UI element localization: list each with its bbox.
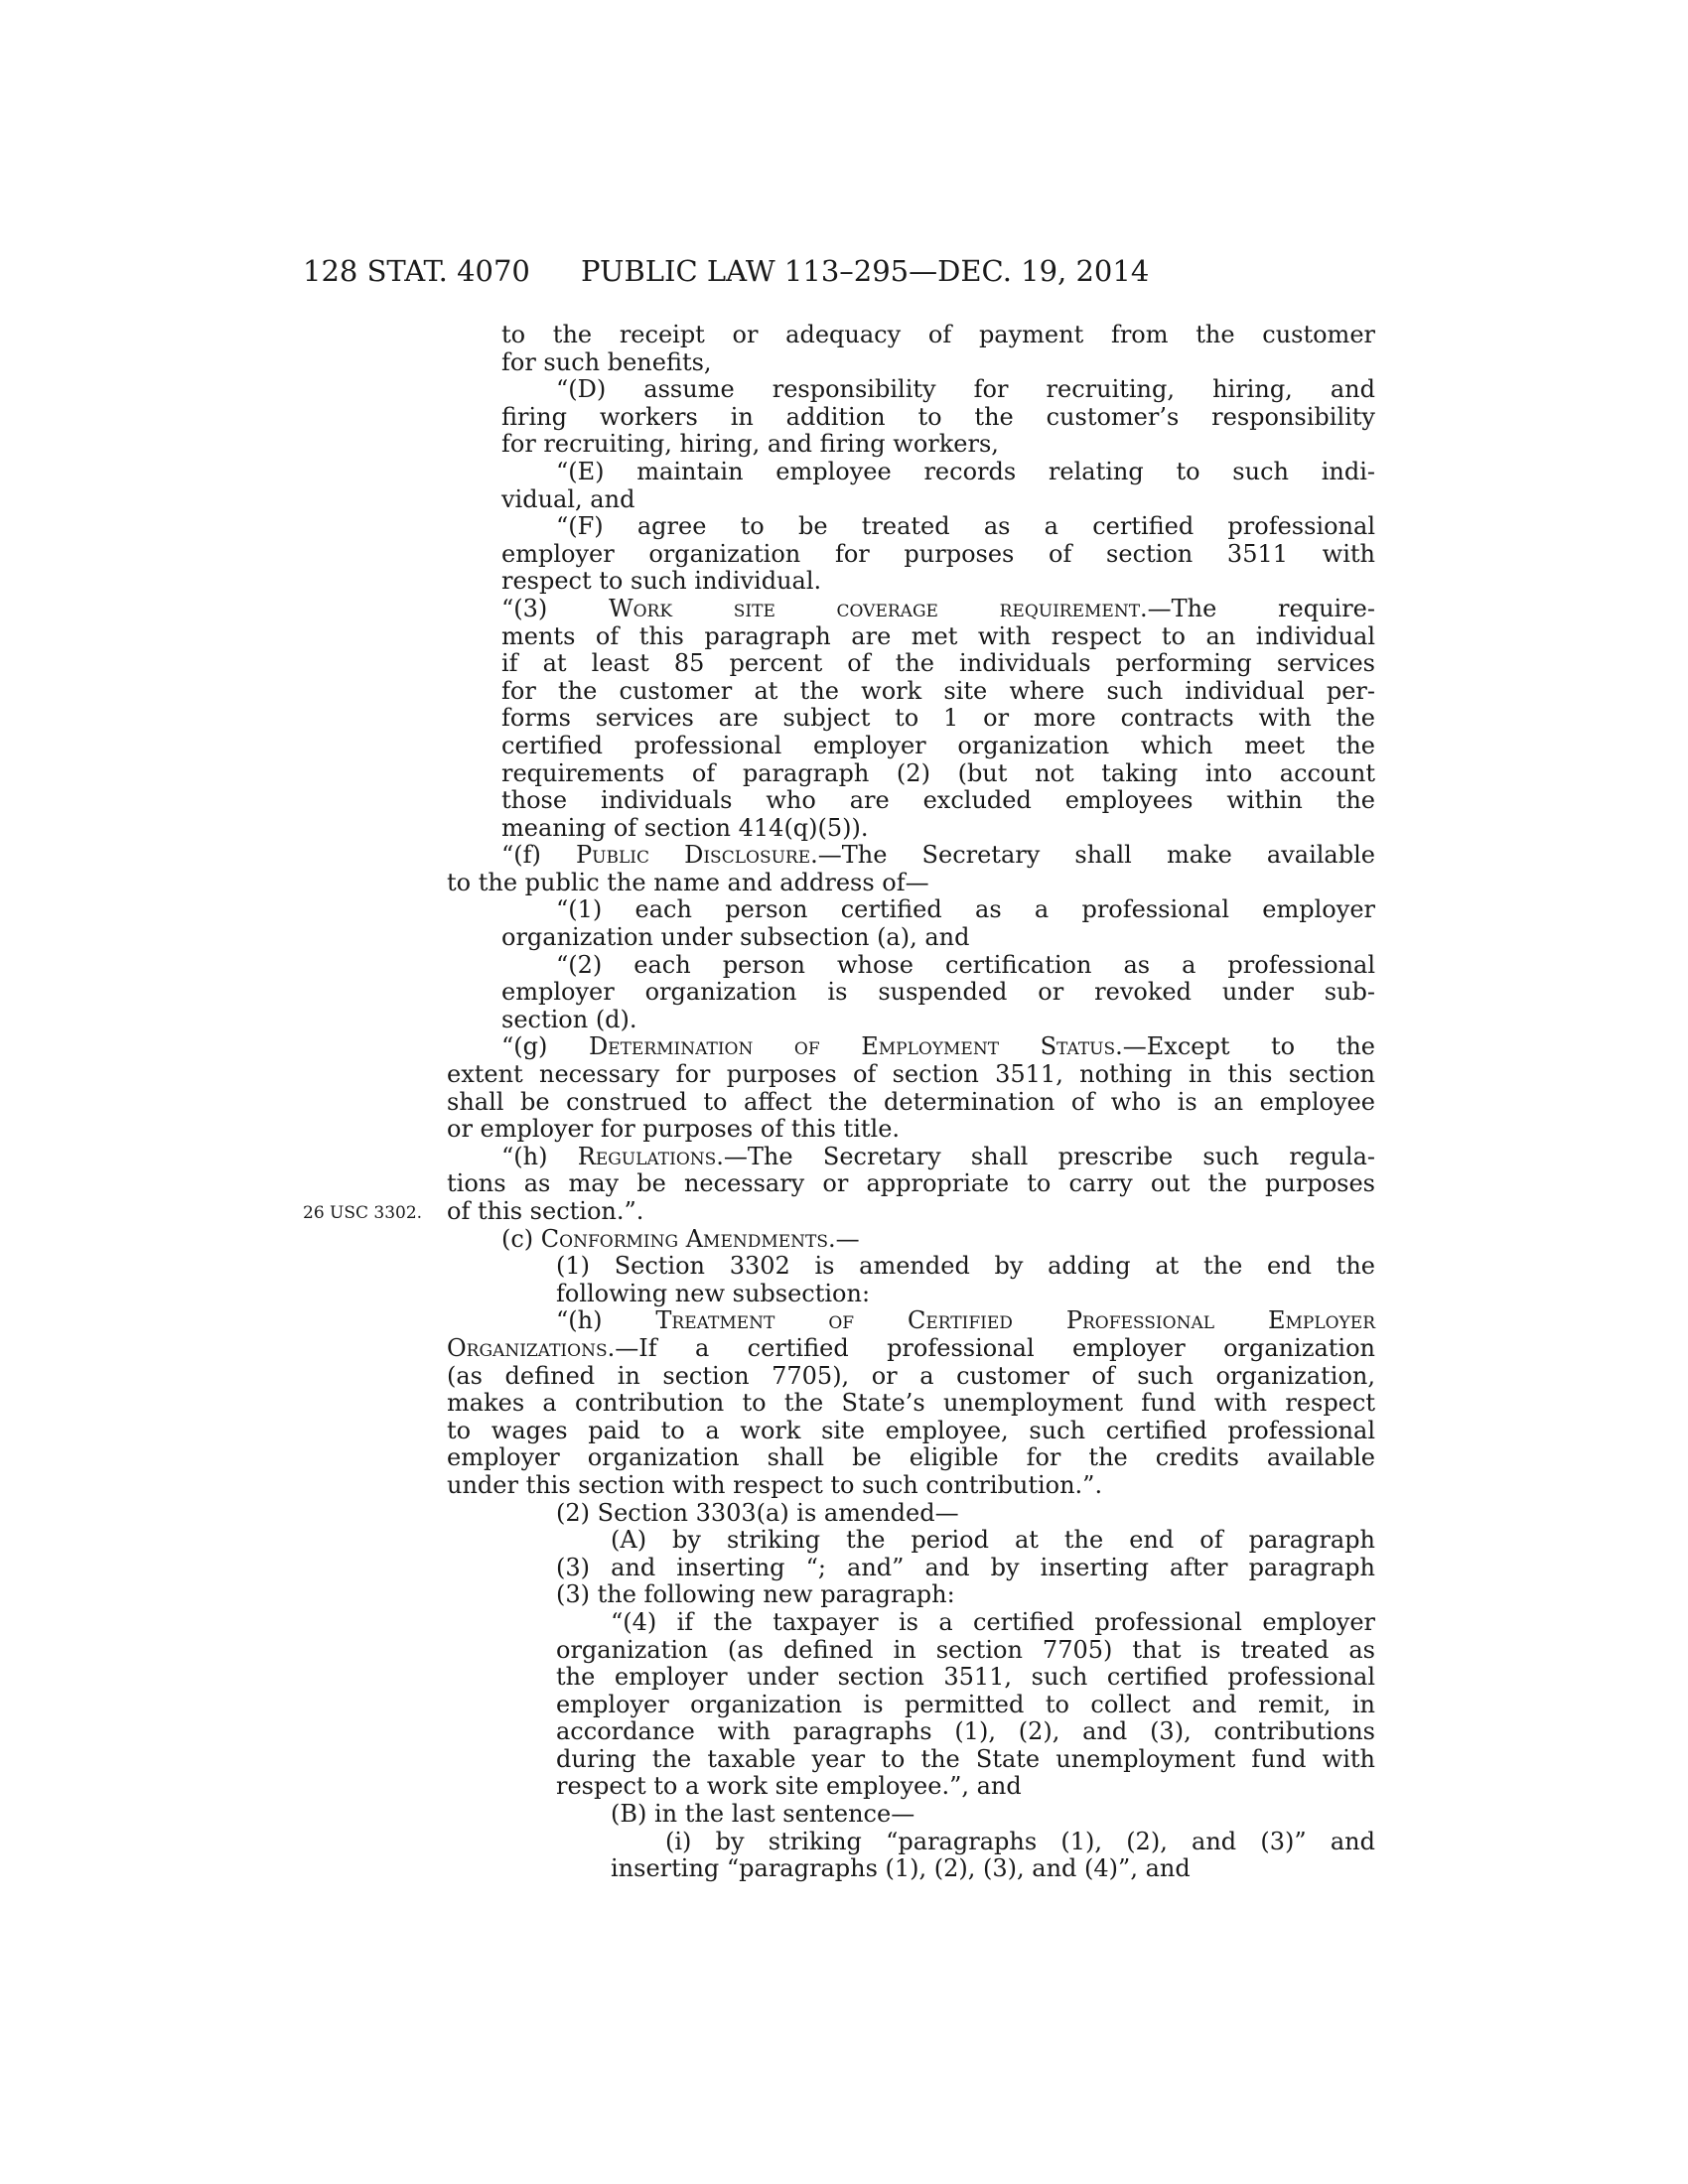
subsection-heading-line <box>447 1144 1375 1171</box>
text-line: or employer for purposes of this title. <box>447 1115 901 1144</box>
line-suffix: .—Except to the <box>1115 1032 1376 1061</box>
text-line: shall be construed to affect the determination of who is an employee <box>447 1087 1375 1116</box>
text-line: firing workers in addition to the customer’s responsibility <box>501 402 1375 431</box>
line-suffix: .—If a certified professional employer organization <box>607 1333 1375 1362</box>
stat-citation: 128 STAT. 4070 <box>303 254 530 288</box>
text-line: organization (as defined in section 7705) that is treated as <box>556 1635 1375 1664</box>
text-line: respect to such individual. <box>501 567 822 596</box>
line-suffix: .—The Secretary shall make available <box>810 841 1375 870</box>
margin-note-usc-citation: 26 USC 3302. <box>303 1203 423 1223</box>
text-line: during the taxable year to the State unemployment fund with <box>556 1744 1375 1773</box>
text-line: certified professional employer organization which meet the <box>501 731 1375 759</box>
text-line: ments of this paragraph are met with respect to an individual <box>501 621 1375 650</box>
text-line: under this section with respect to such contribution.”. <box>447 1470 1103 1499</box>
text-line: following new subsection: <box>556 1279 871 1307</box>
text-line: “(1) each person certified as a professional employer <box>556 895 1375 924</box>
text-line: those individuals who are excluded employees within the <box>501 786 1375 815</box>
text-line: (3) the following new paragraph: <box>556 1580 955 1609</box>
subsection-heading-line <box>501 1307 1375 1335</box>
text-line: accordance with paragraphs (1), (2), and (3), contributions <box>556 1717 1375 1746</box>
text-line: respect to a work site employee.”, and <box>556 1772 1022 1801</box>
statute-body <box>447 321 1376 1883</box>
subsection-heading-line <box>447 1033 1375 1061</box>
text-line: tions as may be necessary or appropriate to carry out the purposes <box>447 1169 1375 1198</box>
text-line: “(E) maintain employee records relating to such indi- <box>556 457 1375 485</box>
text-line: organization under subsection (a), and <box>501 923 970 952</box>
heading-continuation: Organizations <box>447 1333 608 1362</box>
text-line: employer organization for purposes of section 3511 with <box>501 539 1375 568</box>
text-line: to wages paid to a work site employee, such certified professional <box>447 1416 1375 1444</box>
text-line: “(4) if the taxpayer is a certified professional employer <box>611 1607 1375 1636</box>
text-line: vidual, and <box>501 484 635 513</box>
text-line: for such benefits, <box>501 347 712 376</box>
text-line: to the public the name and address of— <box>447 868 929 896</box>
text-line: (A) by striking the period at the end of paragraph <box>611 1526 1375 1555</box>
text-line: employer organization shall be eligible for the credits available <box>447 1443 1375 1472</box>
text-line: employer organization is suspended or revoked under sub- <box>501 978 1375 1007</box>
text-line: (B) in the last sentence— <box>611 1800 915 1829</box>
text-line: “(D) assume responsibility for recruiting, hiring, and <box>556 375 1375 404</box>
text-line: (1) Section 3302 is amended by adding at the end the <box>556 1252 1375 1281</box>
text-line: requirements of paragraph (2) (but not taking into account <box>501 758 1375 787</box>
text-line: (2) Section 3303(a) is amended— <box>556 1498 959 1527</box>
subsection-heading-conforming-amendments: Conforming Amendments <box>540 1224 829 1253</box>
text-line: of this section.”. <box>447 1197 644 1225</box>
text-line: forms services are subject to 1 or more contracts with the <box>501 704 1375 733</box>
text-line: (i) by striking “paragraphs (1), (2), and (3)” and <box>665 1827 1375 1855</box>
line-suffix: .— <box>828 1224 860 1253</box>
text-line: meaning of section 414(q)(5)). <box>501 813 869 842</box>
subsection-heading-line <box>501 1226 1375 1254</box>
paragraph-heading-work-site-coverage: Work site coverage requirement <box>608 594 1141 622</box>
line-prefix: “(f) <box>501 841 576 870</box>
line-prefix: “(g) <box>501 1032 589 1061</box>
paragraph-heading-line <box>447 596 1375 623</box>
line-prefix: “(h) <box>501 1142 578 1170</box>
text-line: extent necessary for purposes of section 3511, nothing in this section <box>447 1060 1375 1089</box>
subsection-heading-line <box>447 842 1375 870</box>
line-prefix: “(3) <box>501 594 609 622</box>
subsection-heading-treatment-of-cpeos: Treatment of Certified Professional Employer <box>655 1306 1375 1335</box>
line-prefix: “(h) <box>556 1306 656 1335</box>
text-line: section (d). <box>501 1005 637 1033</box>
text-line: the employer under section 3511, such certified professional <box>556 1663 1375 1692</box>
text-line: “(2) each person whose certification as a professional <box>556 950 1375 979</box>
subsection-heading-employment-status: Determination of Employment Status <box>588 1032 1116 1061</box>
text-line: employer organization is permitted to collect and remit, in <box>556 1690 1375 1718</box>
subsection-heading-public-disclosure: Public Disclosure <box>576 841 811 870</box>
text-line: (as defined in section 7705), or a customer of such organization, <box>447 1361 1375 1390</box>
text-line: (3) and inserting “; and” and by inserting after paragraph <box>556 1553 1375 1581</box>
text-line: if at least 85 percent of the individuals performing services <box>501 649 1375 678</box>
subsection-heading-regulations: Regulations <box>577 1142 717 1170</box>
text-line: inserting “paragraphs (1), (2), (3), and (4)”, and <box>611 1854 1191 1883</box>
line-suffix: .—The Secretary shall prescribe such regula- <box>716 1142 1375 1170</box>
public-law-header: PUBLIC LAW 113–295—DEC. 19, 2014 <box>581 254 1150 288</box>
text-line: for recruiting, hiring, and firing workers, <box>501 430 999 459</box>
text-line: makes a contribution to the State’s unemployment fund with respect <box>447 1389 1375 1418</box>
text-line: for the customer at the work site where such individual per- <box>501 676 1375 705</box>
text-line <box>447 1335 1375 1363</box>
text-line: “(F) agree to be treated as a certified professional <box>556 512 1375 541</box>
line-suffix: .—The require- <box>1140 594 1375 622</box>
line-prefix: (c) <box>501 1224 541 1253</box>
text-line: to the receipt or adequacy of payment from the customer <box>501 321 1375 348</box>
